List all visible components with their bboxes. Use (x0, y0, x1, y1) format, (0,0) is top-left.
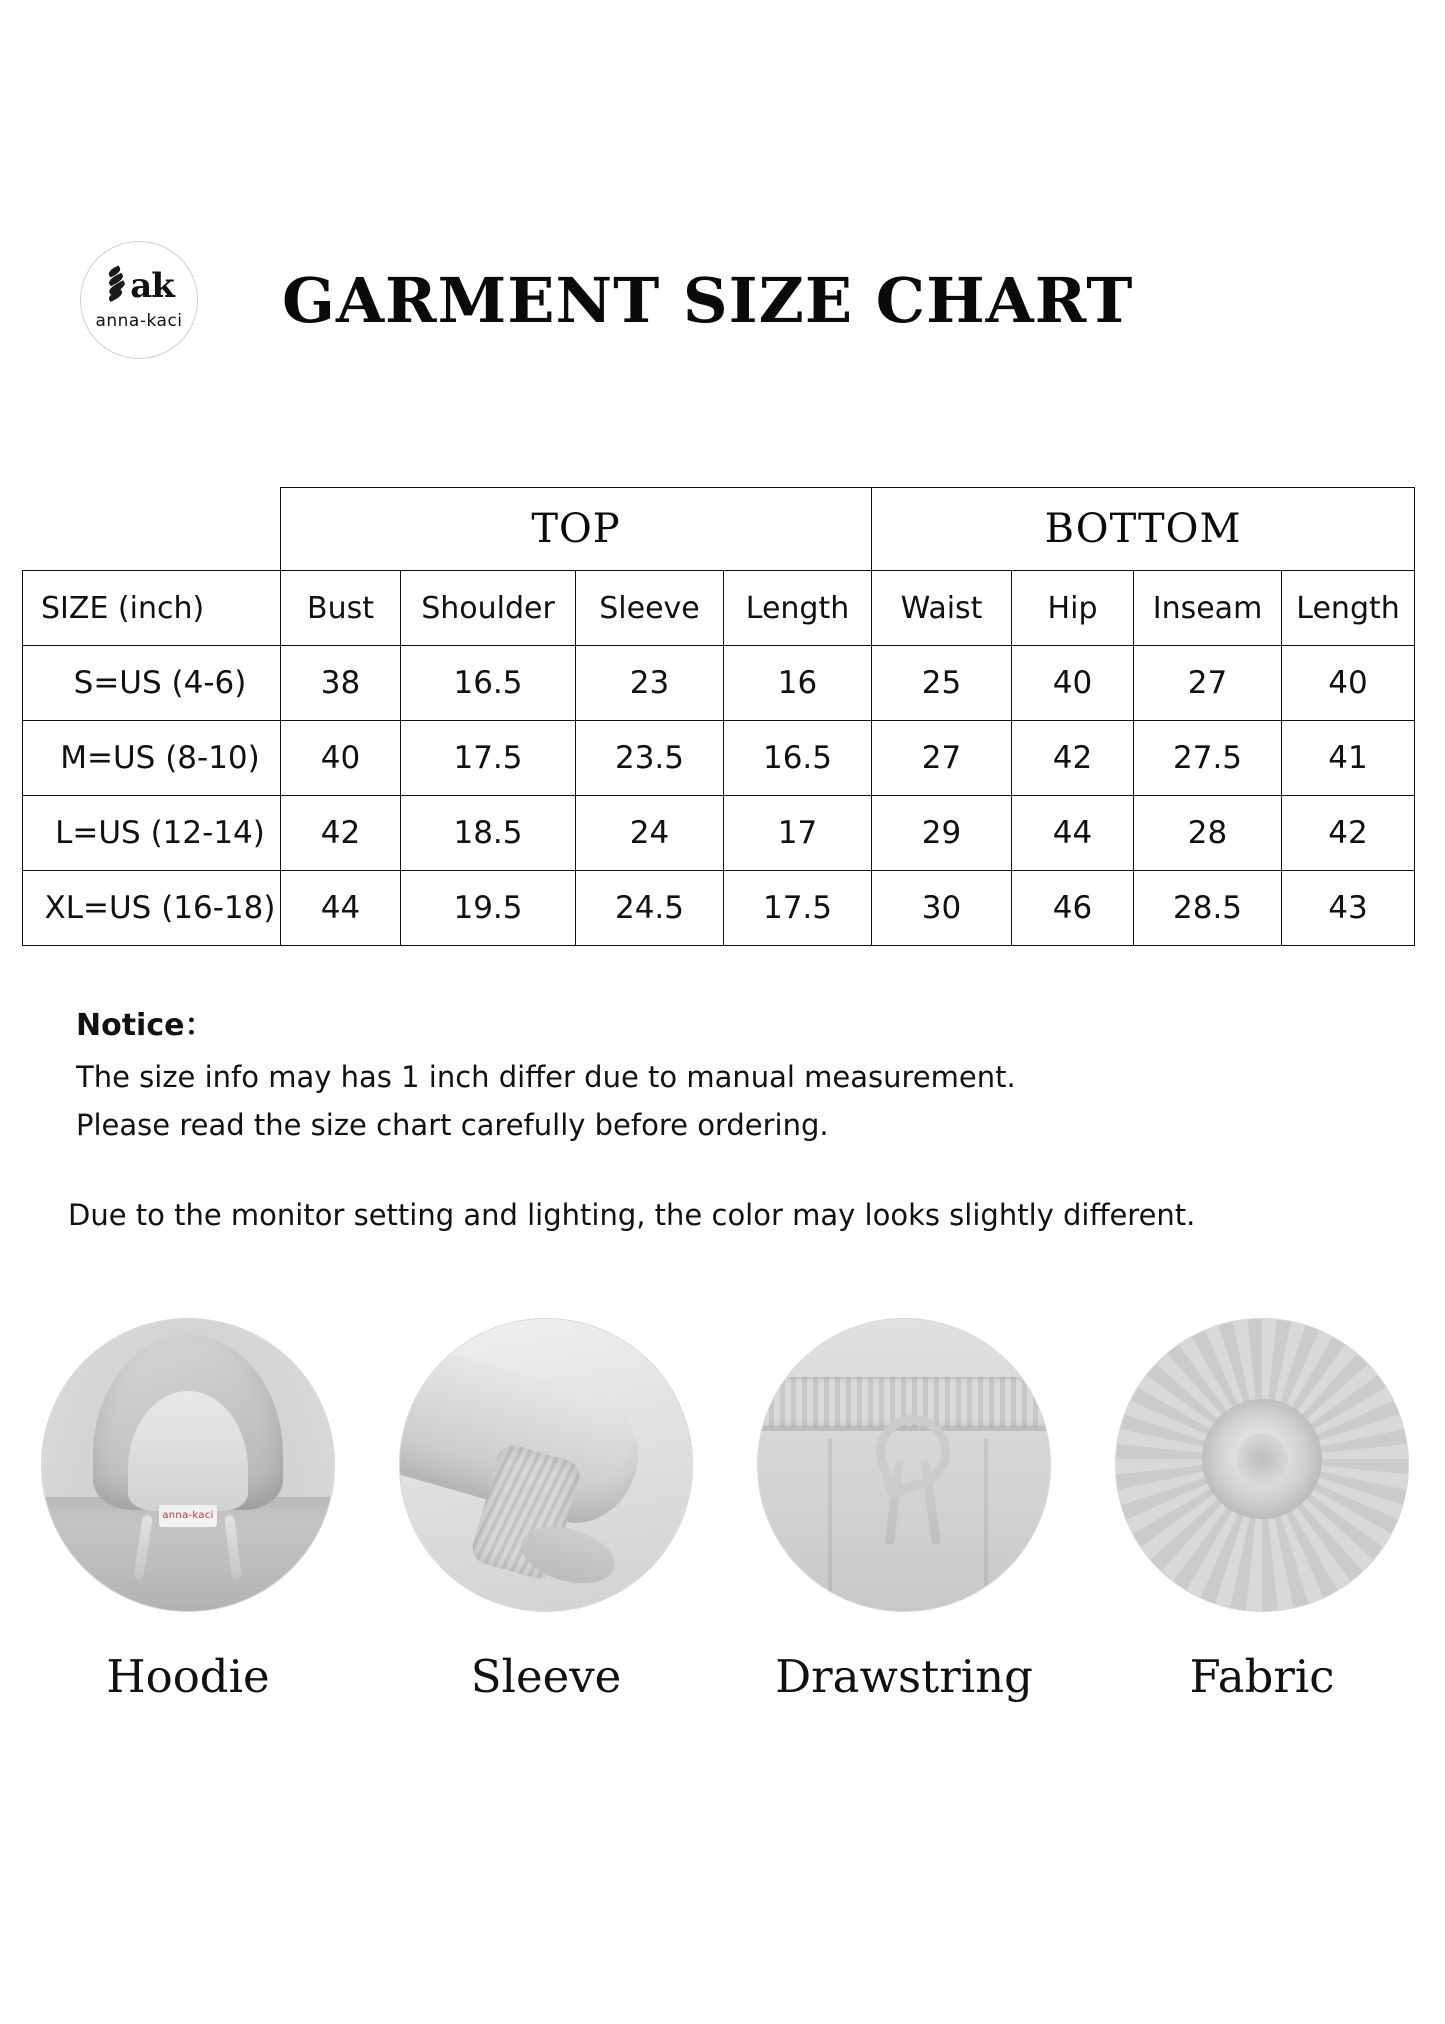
column-header-hip: Hip (1012, 571, 1134, 646)
table-row (23, 796, 1415, 871)
detail-label-fabric: Fabric (1189, 1650, 1335, 1703)
detail-label-hoodie: Hoodie (106, 1650, 270, 1703)
hoodie-photo-icon (41, 1318, 335, 1612)
detail-item-fabric (1114, 1318, 1410, 1703)
logo-mark (102, 263, 178, 309)
row-size-label: M=US (8-10) (23, 721, 281, 796)
cell-top-length: 17 (724, 796, 872, 871)
column-header-bottom-length: Length (1282, 571, 1415, 646)
cell-inseam: 27 (1134, 646, 1282, 721)
leaf-icon (106, 266, 128, 306)
table-group-header-row (23, 488, 1415, 571)
table-row (23, 721, 1415, 796)
cell-inseam: 28.5 (1134, 871, 1282, 946)
brand-initials: ak (130, 266, 174, 306)
cell-hip: 44 (1012, 796, 1134, 871)
cell-hip: 40 (1012, 646, 1134, 721)
cell-shoulder: 18.5 (401, 796, 576, 871)
table-column-header-row (23, 571, 1415, 646)
detail-label-sleeve: Sleeve (470, 1650, 622, 1703)
row-size-label: L=US (12-14) (23, 796, 281, 871)
cell-sleeve: 23.5 (576, 721, 724, 796)
cell-bottom-length: 43 (1282, 871, 1415, 946)
detail-item-sleeve (398, 1318, 694, 1703)
group-header-bottom: BOTTOM (872, 488, 1415, 571)
column-header-size: SIZE (inch) (23, 571, 281, 646)
row-size-label: S=US (4-6) (23, 646, 281, 721)
cell-hip: 42 (1012, 721, 1134, 796)
cell-inseam: 28 (1134, 796, 1282, 871)
cell-bottom-length: 41 (1282, 721, 1415, 796)
cell-waist: 25 (872, 646, 1012, 721)
notice-line-1: The size info may has 1 inch differ due to manual measurement. (76, 1060, 1016, 1094)
notice-spacer (76, 1156, 1396, 1198)
cell-bust: 44 (281, 871, 401, 946)
row-size-label: XL=US (16-18) (23, 871, 281, 946)
brand-name: anna-kaci (95, 311, 183, 331)
corner-blank-cell (23, 488, 281, 571)
table-row (23, 646, 1415, 721)
cell-waist: 27 (872, 721, 1012, 796)
column-header-bust: Bust (281, 571, 401, 646)
notice-line-2: Please read the size chart carefully before ordering. (76, 1108, 829, 1142)
detail-label-drawstring: Drawstring (775, 1650, 1033, 1703)
detail-item-hoodie (40, 1318, 336, 1703)
group-header-top: TOP (281, 488, 872, 571)
cell-top-length: 16.5 (724, 721, 872, 796)
cell-inseam: 27.5 (1134, 721, 1282, 796)
cell-top-length: 17.5 (724, 871, 872, 946)
column-header-shoulder: Shoulder (401, 571, 576, 646)
cell-bottom-length: 42 (1282, 796, 1415, 871)
brand-logo (80, 241, 210, 359)
notice-line-3: Due to the monitor setting and lighting, the color may looks slightly different. (68, 1198, 1196, 1232)
cell-sleeve: 24.5 (576, 871, 724, 946)
size-table (22, 487, 1415, 946)
notice-title: Notice： (76, 1008, 215, 1043)
cell-bust: 40 (281, 721, 401, 796)
cell-bottom-length: 40 (1282, 646, 1415, 721)
cell-shoulder: 19.5 (401, 871, 576, 946)
fabric-photo-icon (1115, 1318, 1409, 1612)
page-title: GARMENT SIZE CHART (282, 263, 1134, 337)
cell-shoulder: 17.5 (401, 721, 576, 796)
cell-sleeve: 23 (576, 646, 724, 721)
cell-sleeve: 24 (576, 796, 724, 871)
cell-hip: 46 (1012, 871, 1134, 946)
column-header-inseam: Inseam (1134, 571, 1282, 646)
detail-gallery (40, 1318, 1410, 1703)
column-header-waist: Waist (872, 571, 1012, 646)
cell-waist: 30 (872, 871, 1012, 946)
cell-top-length: 16 (724, 646, 872, 721)
column-header-top-length: Length (724, 571, 872, 646)
table-row (23, 871, 1415, 946)
page-header (70, 240, 1380, 360)
sleeve-photo-icon (399, 1318, 693, 1612)
size-table-wrapper (22, 487, 1414, 946)
drawstring-photo-icon (757, 1318, 1051, 1612)
column-header-sleeve: Sleeve (576, 571, 724, 646)
detail-item-drawstring (756, 1318, 1052, 1703)
notice-block (68, 1000, 1396, 1232)
brand-tag: anna-kaci (159, 1505, 217, 1527)
cell-bust: 42 (281, 796, 401, 871)
cell-bust: 38 (281, 646, 401, 721)
cell-shoulder: 16.5 (401, 646, 576, 721)
cell-waist: 29 (872, 796, 1012, 871)
